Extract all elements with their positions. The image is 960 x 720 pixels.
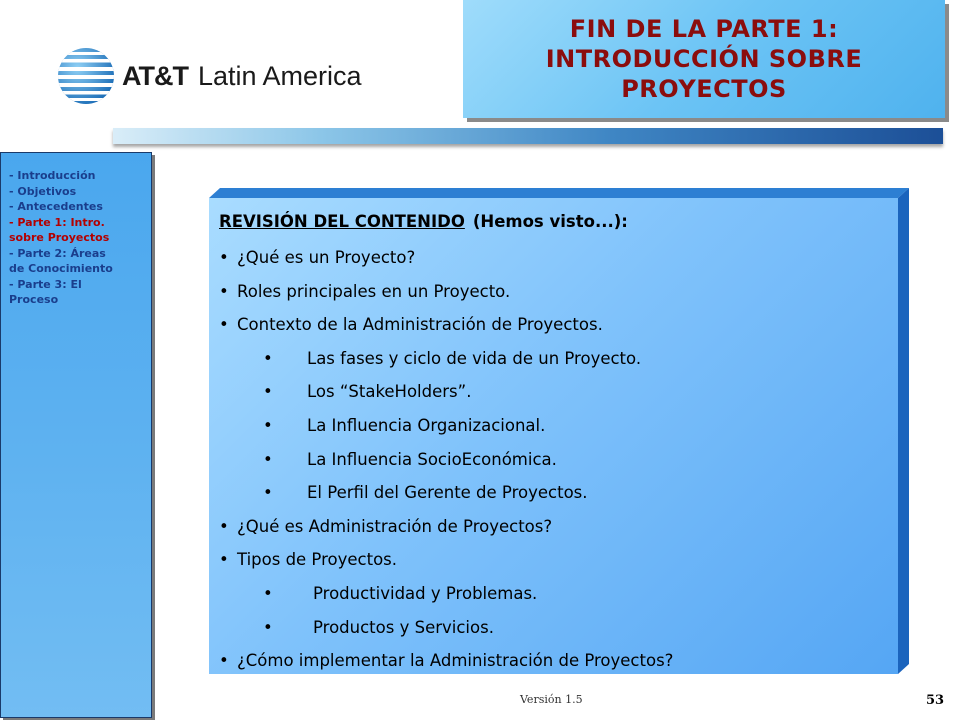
slide-title: FIN DE LA PARTE 1: INTRODUCCIÓN SOBRE PROYECTOS [545,15,863,103]
list-item-text: La Influencia Organizacional. [307,415,546,435]
bullet-icon: • [219,550,229,570]
bullet-icon: • [219,315,229,335]
sidebar-nav [0,152,152,718]
bullet-icon: • [219,651,229,671]
version-label: Versión 1.5 [520,693,583,706]
list-item-text: ¿Cómo implementar la Administración de Proyectos? [237,651,674,671]
list-item [219,616,898,650]
bullet-icon: • [263,382,273,402]
sidebar-item-introduccion[interactable]: - Introducción [9,169,96,182]
list-item [219,380,898,414]
list-item-text: Productos y Servicios. [313,617,494,637]
list-item-text: Contexto de la Administración de Proyectos. [237,315,603,335]
list-item [219,448,898,482]
list-item-text: Tipos de Proyectos. [237,550,398,570]
sidebar-item-objetivos[interactable]: - Objetivos [9,184,77,198]
page-number: 53 [926,693,945,708]
brand-region: Latin America [197,60,362,91]
list-item [219,649,898,683]
bullet-icon: • [263,415,273,435]
bullet-icon: • [219,281,229,301]
panel-bevel-side [898,188,909,674]
list-item [219,347,898,381]
panel-bevel-top [209,188,909,198]
list-item [219,280,898,314]
list-item-text: La Influencia SocioEconómica. [307,449,557,469]
bullet-icon: • [263,348,273,368]
list-item-text: Los “StakeHolders”. [307,382,472,402]
bullet-icon: • [263,583,273,603]
sidebar-item-parte-3[interactable]: - Parte 3: El Proceso [9,277,82,306]
att-globe-icon [56,46,116,106]
list-item-text: Productividad y Problemas. [313,583,538,603]
bullet-icon: • [263,483,273,503]
list-item [219,246,898,280]
att-logo [56,46,362,106]
list-item [219,414,898,448]
brand-name: AT&T [122,60,188,91]
list-item [219,313,898,347]
sidebar-item-parte-2[interactable]: - Parte 2: Áreas de Conocimiento [9,246,113,275]
content-heading-subtitle: (Hemos visto...): [472,212,628,231]
list-item [219,481,898,515]
content-heading-title: REVISIÓN DEL CONTENIDO [219,212,465,231]
bullet-icon: • [263,617,273,637]
list-item-text: El Perfil del Gerente de Proyectos. [307,483,588,503]
header-bar [113,128,943,144]
list-item-text: Las fases y ciclo de vida de un Proyecto. [307,348,642,368]
list-item-text: Roles principales en un Proyecto. [237,281,511,301]
bullet-icon: • [219,248,229,267]
list-item [219,548,898,582]
list-item-text: ¿Qué es Administración de Proyectos? [237,516,553,536]
sidebar-item-parte-1[interactable]: - Parte 1: Intro. sobre Proyectos [9,215,110,244]
content-panel-body [209,198,898,674]
bullet-icon: • [219,516,229,536]
list-item [219,515,898,549]
content-panel [209,188,909,674]
content-list [219,246,898,683]
content-heading [219,210,898,246]
list-item [219,582,898,616]
slide-title-box [463,0,945,118]
sidebar-item-antecedentes[interactable]: - Antecedentes [9,200,103,213]
list-item-text: ¿Qué es un Proyecto? [237,248,416,267]
bullet-icon: • [263,449,273,469]
